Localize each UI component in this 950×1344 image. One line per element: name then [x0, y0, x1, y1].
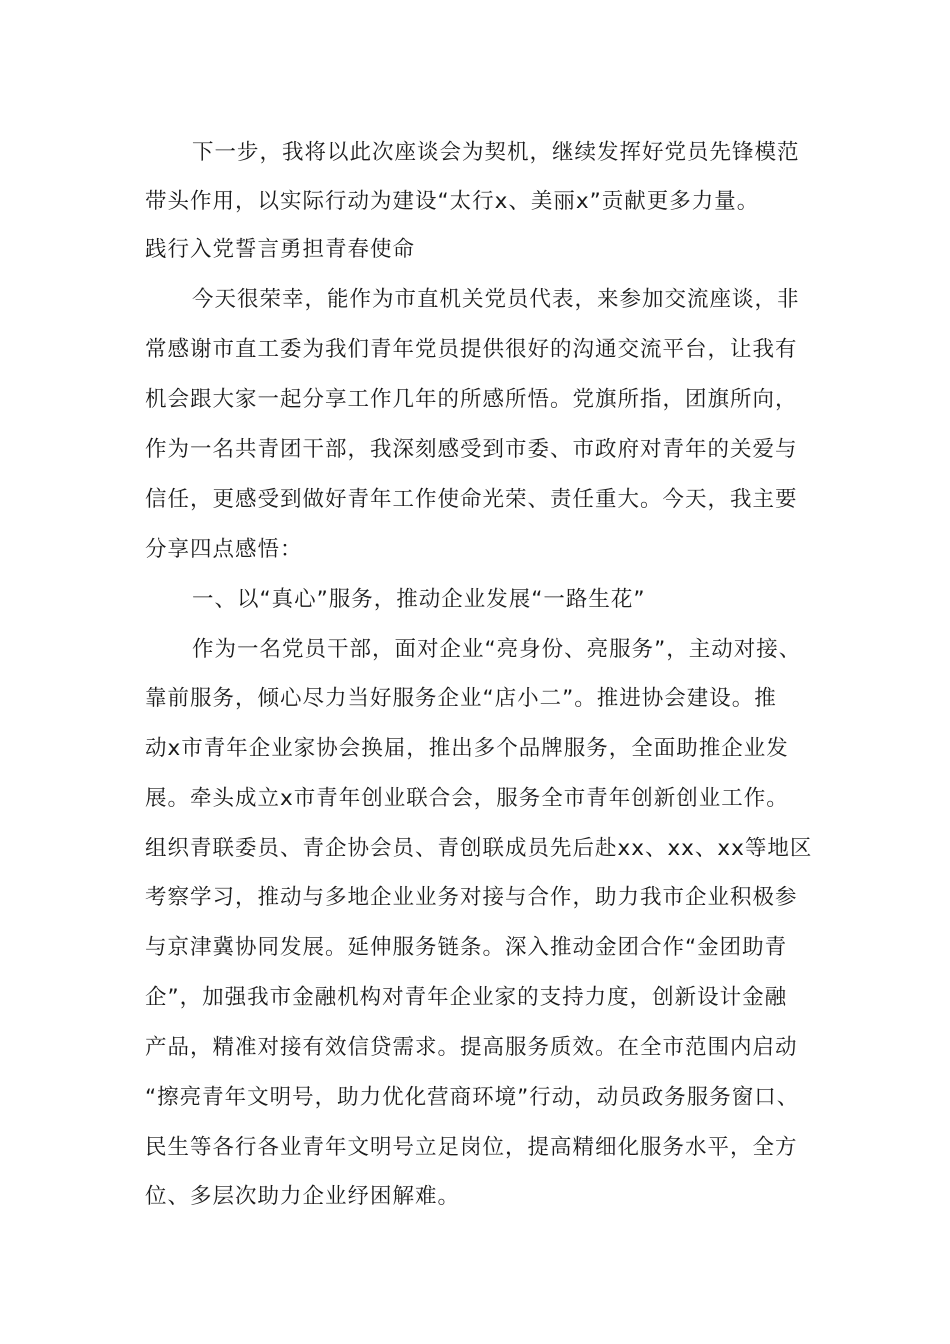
text-line: “擦亮青年文明号，助力优化营商环境”行动，动员政务服务窗口、	[145, 1085, 800, 1110]
text-line: 信任，更感受到做好青年工作使命光荣、责任重大。今天，我主要	[145, 487, 798, 512]
text-line: 带头作用，以实际行动为建设“太行x、美丽x”贡献更多力量。	[145, 189, 760, 214]
text-line: 作为一名共青团干部，我深刻感受到市委、市政府对青年的关爱与	[145, 437, 798, 462]
text-line: 作为一名党员干部，面对企业“亮身份、亮服务”，主动对接、	[192, 637, 802, 662]
text-line: 民生等各行各业青年文明号立足岗位，提高精细化服务水平，全方	[145, 1135, 798, 1160]
section-title: 践行入党誓言勇担青春使命	[145, 237, 416, 262]
text-line: 机会跟大家一起分享工作几年的所感所悟。党旗所指，团旗所向，	[145, 387, 798, 412]
text-line: 下一步，我将以此次座谈会为契机，继续发挥好党员先锋模范	[192, 140, 800, 165]
text-line: 展。牵头成立x市青年创业联合会，服务全市青年创新创业工作。	[145, 786, 789, 811]
text-line: 与京津冀协同发展。延伸服务链条。深入推动金团合作“金团助青	[145, 935, 788, 960]
text-line: 今天很荣幸，能作为市直机关党员代表，来参加交流座谈，非	[192, 287, 800, 312]
heading-line: 一、以“真心”服务，推动企业发展“一路生花”	[192, 587, 646, 612]
text-line: 分享四点感悟：	[145, 537, 303, 562]
text-line: 常感谢市直工委为我们青年党员提供很好的沟通交流平台，让我有	[145, 337, 798, 362]
text-line: 组织青联委员、青企协会员、青创联成员先后赴xx、xx、xx等地区	[145, 836, 813, 861]
text-line: 企”，加强我市金融机构对青年企业家的支持力度，创新设计金融	[145, 985, 788, 1010]
text-line: 位、多层次助力企业纾困解难。	[145, 1184, 461, 1209]
text-line: 产品，精准对接有效信贷需求。提高服务质效。在全市范围内启动	[145, 1035, 798, 1060]
text-line: 靠前服务，倾心尽力当好服务企业“店小二”。推进协会建设。推	[145, 686, 777, 711]
text-line: 动x市青年企业家协会换届，推出多个品牌服务，全面助推企业发	[145, 736, 789, 761]
text-line: 考察学习，推动与多地企业业务对接与合作，助力我市企业积极参	[145, 885, 798, 910]
